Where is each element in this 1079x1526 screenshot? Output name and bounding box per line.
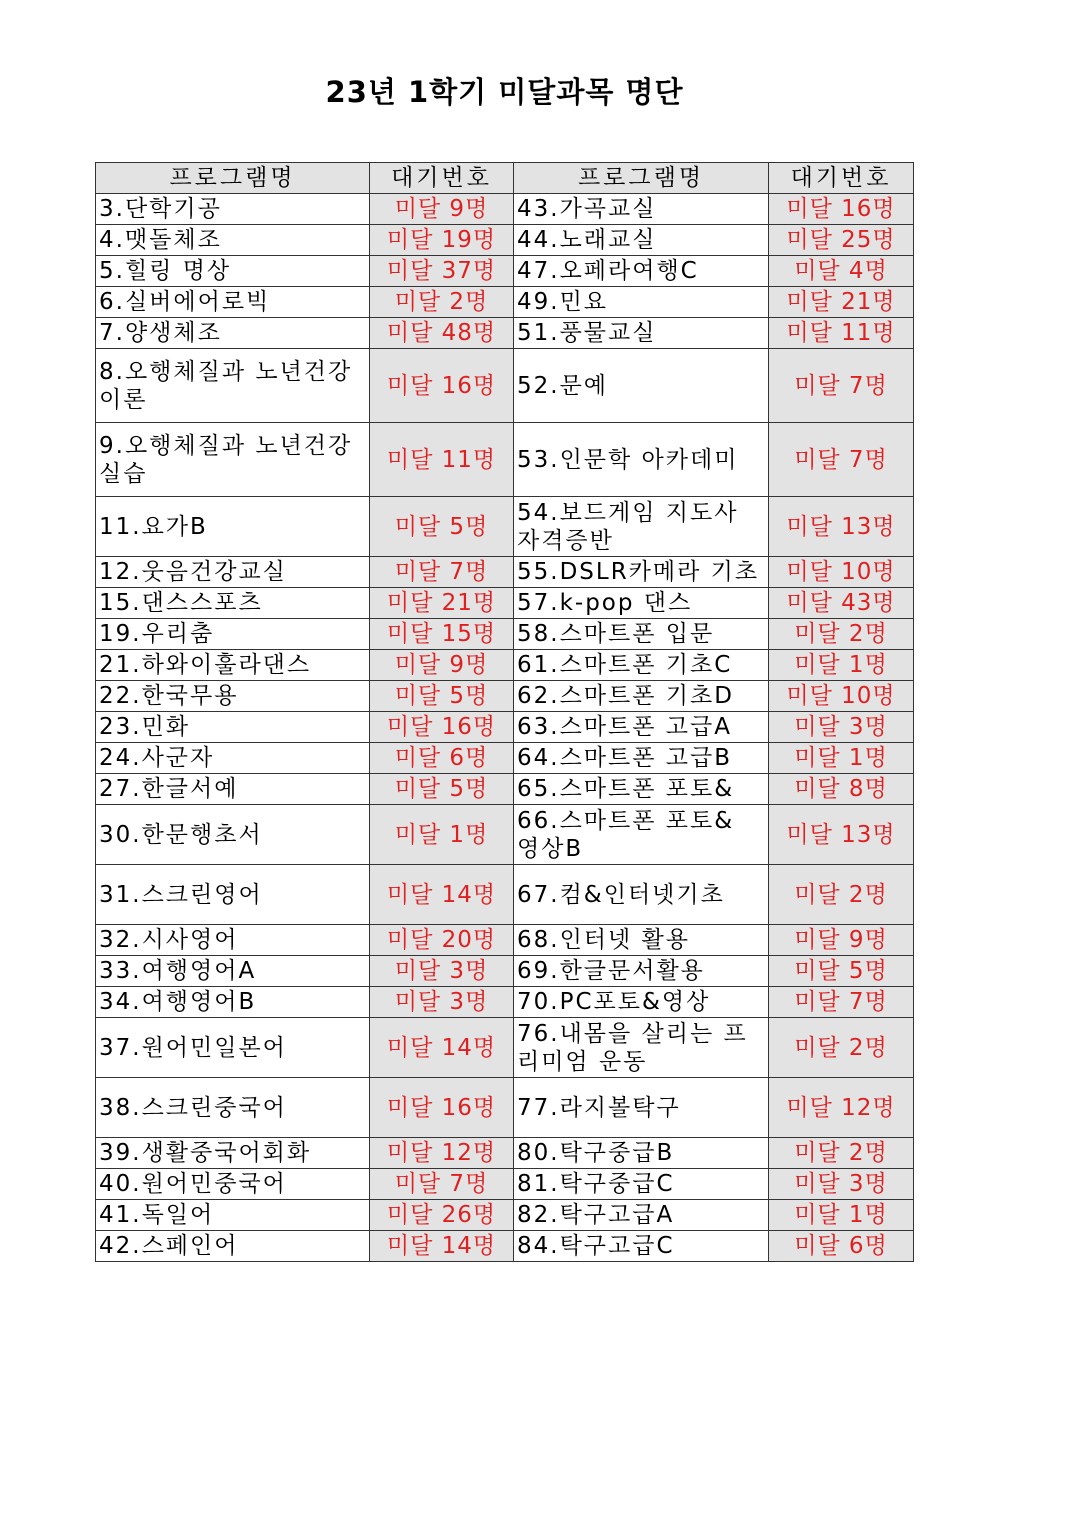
shortfall-count-right: 미달 10명 [769, 681, 914, 712]
shortfall-count-right: 미달 5명 [769, 956, 914, 987]
table-row [96, 423, 914, 497]
program-name-left: 39.생활중국어회화 [96, 1138, 370, 1169]
table-row [96, 349, 914, 423]
table-row [96, 712, 914, 743]
program-name-right: 47.오페라여행C [514, 256, 769, 287]
shortfall-count-left: 미달 7명 [370, 1169, 514, 1200]
program-name-left: 31.스크린영어 [96, 865, 370, 925]
page-title: 23년 1학기 미달과목 명단 [325, 75, 684, 109]
program-name-left: 12.웃음건강교실 [96, 557, 370, 588]
shortfall-count-left: 미달 3명 [370, 956, 514, 987]
table-row [96, 1138, 914, 1169]
header-waitlist-right: 대기번호 [769, 163, 914, 194]
shortfall-count-left: 미달 2명 [370, 287, 514, 318]
shortfall-count-left: 미달 14명 [370, 1018, 514, 1078]
header-program-right: 프로그램명 [514, 163, 769, 194]
program-name-right: 58.스마트폰 입문 [514, 619, 769, 650]
table-row [96, 194, 914, 225]
shortfall-count-left: 미달 6명 [370, 743, 514, 774]
shortfall-count-right: 미달 1명 [769, 743, 914, 774]
program-name-left: 23.민화 [96, 712, 370, 743]
program-name-right: 62.스마트폰 기초D [514, 681, 769, 712]
shortfall-count-left: 미달 3명 [370, 987, 514, 1018]
program-name-left: 11.요가B [96, 497, 370, 557]
shortfall-count-right: 미달 7명 [769, 987, 914, 1018]
table-row [96, 619, 914, 650]
shortfall-count-left: 미달 9명 [370, 194, 514, 225]
program-name-left: 32.시사영어 [96, 925, 370, 956]
shortfall-count-left: 미달 5명 [370, 497, 514, 557]
program-name-right: 51.풍물교실 [514, 318, 769, 349]
table-row [96, 318, 914, 349]
shortfall-count-left: 미달 12명 [370, 1138, 514, 1169]
program-name-right: 77.라지볼탁구 [514, 1078, 769, 1138]
program-name-left: 6.실버에어로빅 [96, 287, 370, 318]
program-name-left: 37.원어민일본어 [96, 1018, 370, 1078]
program-name-right: 63.스마트폰 고급A [514, 712, 769, 743]
table-row [96, 1018, 914, 1078]
shortfall-count-right: 미달 2명 [769, 619, 914, 650]
program-name-right: 69.한글문서활용 [514, 956, 769, 987]
program-name-left: 40.원어민중국어 [96, 1169, 370, 1200]
program-name-right: 52.문예 [514, 349, 769, 423]
program-name-left: 34.여행영어B [96, 987, 370, 1018]
program-name-left: 27.한글서예 [96, 774, 370, 805]
shortfall-count-right: 미달 8명 [769, 774, 914, 805]
shortfall-count-right: 미달 3명 [769, 712, 914, 743]
table-row [96, 1200, 914, 1231]
program-name-right: 64.스마트폰 고급B [514, 743, 769, 774]
shortfall-count-right: 미달 4명 [769, 256, 914, 287]
header-row [96, 163, 914, 194]
table-row [96, 557, 914, 588]
shortfall-count-left: 미달 5명 [370, 681, 514, 712]
table-row [96, 1169, 914, 1200]
underenrolled-table [95, 162, 914, 1262]
program-name-left: 19.우리춤 [96, 619, 370, 650]
shortfall-count-left: 미달 16명 [370, 712, 514, 743]
table-row [96, 256, 914, 287]
shortfall-count-right: 미달 1명 [769, 1200, 914, 1231]
table-row [96, 588, 914, 619]
program-name-right: 80.탁구중급B [514, 1138, 769, 1169]
program-name-right: 65.스마트폰 포토& [514, 774, 769, 805]
shortfall-count-left: 미달 21명 [370, 588, 514, 619]
shortfall-count-left: 미달 5명 [370, 774, 514, 805]
shortfall-count-left: 미달 16명 [370, 349, 514, 423]
program-name-left: 8.오행체질과 노년건강 이론 [96, 349, 370, 423]
shortfall-count-left: 미달 16명 [370, 1078, 514, 1138]
shortfall-count-left: 미달 14명 [370, 865, 514, 925]
table-row [96, 497, 914, 557]
shortfall-count-left: 미달 48명 [370, 318, 514, 349]
program-name-right: 57.k-pop 댄스 [514, 588, 769, 619]
shortfall-count-right: 미달 13명 [769, 805, 914, 865]
program-name-left: 30.한문행초서 [96, 805, 370, 865]
table-row [96, 925, 914, 956]
program-name-left: 3.단학기공 [96, 194, 370, 225]
program-name-left: 33.여행영어A [96, 956, 370, 987]
program-name-right: 44.노래교실 [514, 225, 769, 256]
program-name-right: 67.컴&인터넷기초 [514, 865, 769, 925]
table-row [96, 287, 914, 318]
table-row [96, 774, 914, 805]
shortfall-count-right: 미달 10명 [769, 557, 914, 588]
table-body [96, 194, 914, 1262]
program-name-left: 38.스크린중국어 [96, 1078, 370, 1138]
shortfall-count-right: 미달 2명 [769, 865, 914, 925]
shortfall-count-right: 미달 3명 [769, 1169, 914, 1200]
shortfall-count-left: 미달 19명 [370, 225, 514, 256]
table-row [96, 1078, 914, 1138]
table-row [96, 225, 914, 256]
program-name-left: 7.양생체조 [96, 318, 370, 349]
program-name-left: 41.독일어 [96, 1200, 370, 1231]
shortfall-count-right: 미달 25명 [769, 225, 914, 256]
table-row [96, 1231, 914, 1262]
program-name-right: 82.탁구고급A [514, 1200, 769, 1231]
table-row [96, 987, 914, 1018]
program-name-left: 15.댄스스포츠 [96, 588, 370, 619]
shortfall-count-left: 미달 11명 [370, 423, 514, 497]
header-program-left: 프로그램명 [96, 163, 370, 194]
shortfall-count-right: 미달 12명 [769, 1078, 914, 1138]
shortfall-count-right: 미달 9명 [769, 925, 914, 956]
table-row [96, 681, 914, 712]
table-row [96, 865, 914, 925]
shortfall-count-right: 미달 7명 [769, 423, 914, 497]
program-name-right: 49.민요 [514, 287, 769, 318]
shortfall-count-left: 미달 20명 [370, 925, 514, 956]
shortfall-count-right: 미달 1명 [769, 650, 914, 681]
program-name-left: 22.한국무용 [96, 681, 370, 712]
shortfall-count-right: 미달 43명 [769, 588, 914, 619]
table-row [96, 956, 914, 987]
shortfall-count-right: 미달 13명 [769, 497, 914, 557]
table-row [96, 650, 914, 681]
program-name-right: 43.가곡교실 [514, 194, 769, 225]
program-name-left: 5.힐링 명상 [96, 256, 370, 287]
shortfall-count-right: 미달 2명 [769, 1018, 914, 1078]
program-name-right: 55.DSLR카메라 기초 [514, 557, 769, 588]
table-row [96, 743, 914, 774]
program-name-left: 21.하와이훌라댄스 [96, 650, 370, 681]
program-name-left: 9.오행체질과 노년건강 실습 [96, 423, 370, 497]
program-name-right: 84.탁구고급C [514, 1231, 769, 1262]
program-name-right: 68.인터넷 활용 [514, 925, 769, 956]
shortfall-count-left: 미달 26명 [370, 1200, 514, 1231]
shortfall-count-right: 미달 21명 [769, 287, 914, 318]
shortfall-count-right: 미달 2명 [769, 1138, 914, 1169]
shortfall-count-left: 미달 7명 [370, 557, 514, 588]
shortfall-count-left: 미달 14명 [370, 1231, 514, 1262]
shortfall-count-right: 미달 7명 [769, 349, 914, 423]
table-row [96, 805, 914, 865]
shortfall-count-left: 미달 15명 [370, 619, 514, 650]
shortfall-count-right: 미달 11명 [769, 318, 914, 349]
header-waitlist-left: 대기번호 [370, 163, 514, 194]
program-name-right: 54.보드게임 지도사 자격증반 [514, 497, 769, 557]
program-name-right: 61.스마트폰 기초C [514, 650, 769, 681]
shortfall-count-right: 미달 6명 [769, 1231, 914, 1262]
program-name-right: 53.인문학 아카데미 [514, 423, 769, 497]
shortfall-count-left: 미달 37명 [370, 256, 514, 287]
shortfall-count-left: 미달 1명 [370, 805, 514, 865]
shortfall-count-left: 미달 9명 [370, 650, 514, 681]
program-name-left: 42.스페인어 [96, 1231, 370, 1262]
program-name-right: 76.내몸을 살리는 프리미엄 운동 [514, 1018, 769, 1078]
program-name-right: 66.스마트폰 포토& 영상B [514, 805, 769, 865]
program-name-left: 4.맷돌체조 [96, 225, 370, 256]
program-name-left: 24.사군자 [96, 743, 370, 774]
shortfall-count-right: 미달 16명 [769, 194, 914, 225]
program-name-right: 70.PC포토&영상 [514, 987, 769, 1018]
program-name-right: 81.탁구중급C [514, 1169, 769, 1200]
